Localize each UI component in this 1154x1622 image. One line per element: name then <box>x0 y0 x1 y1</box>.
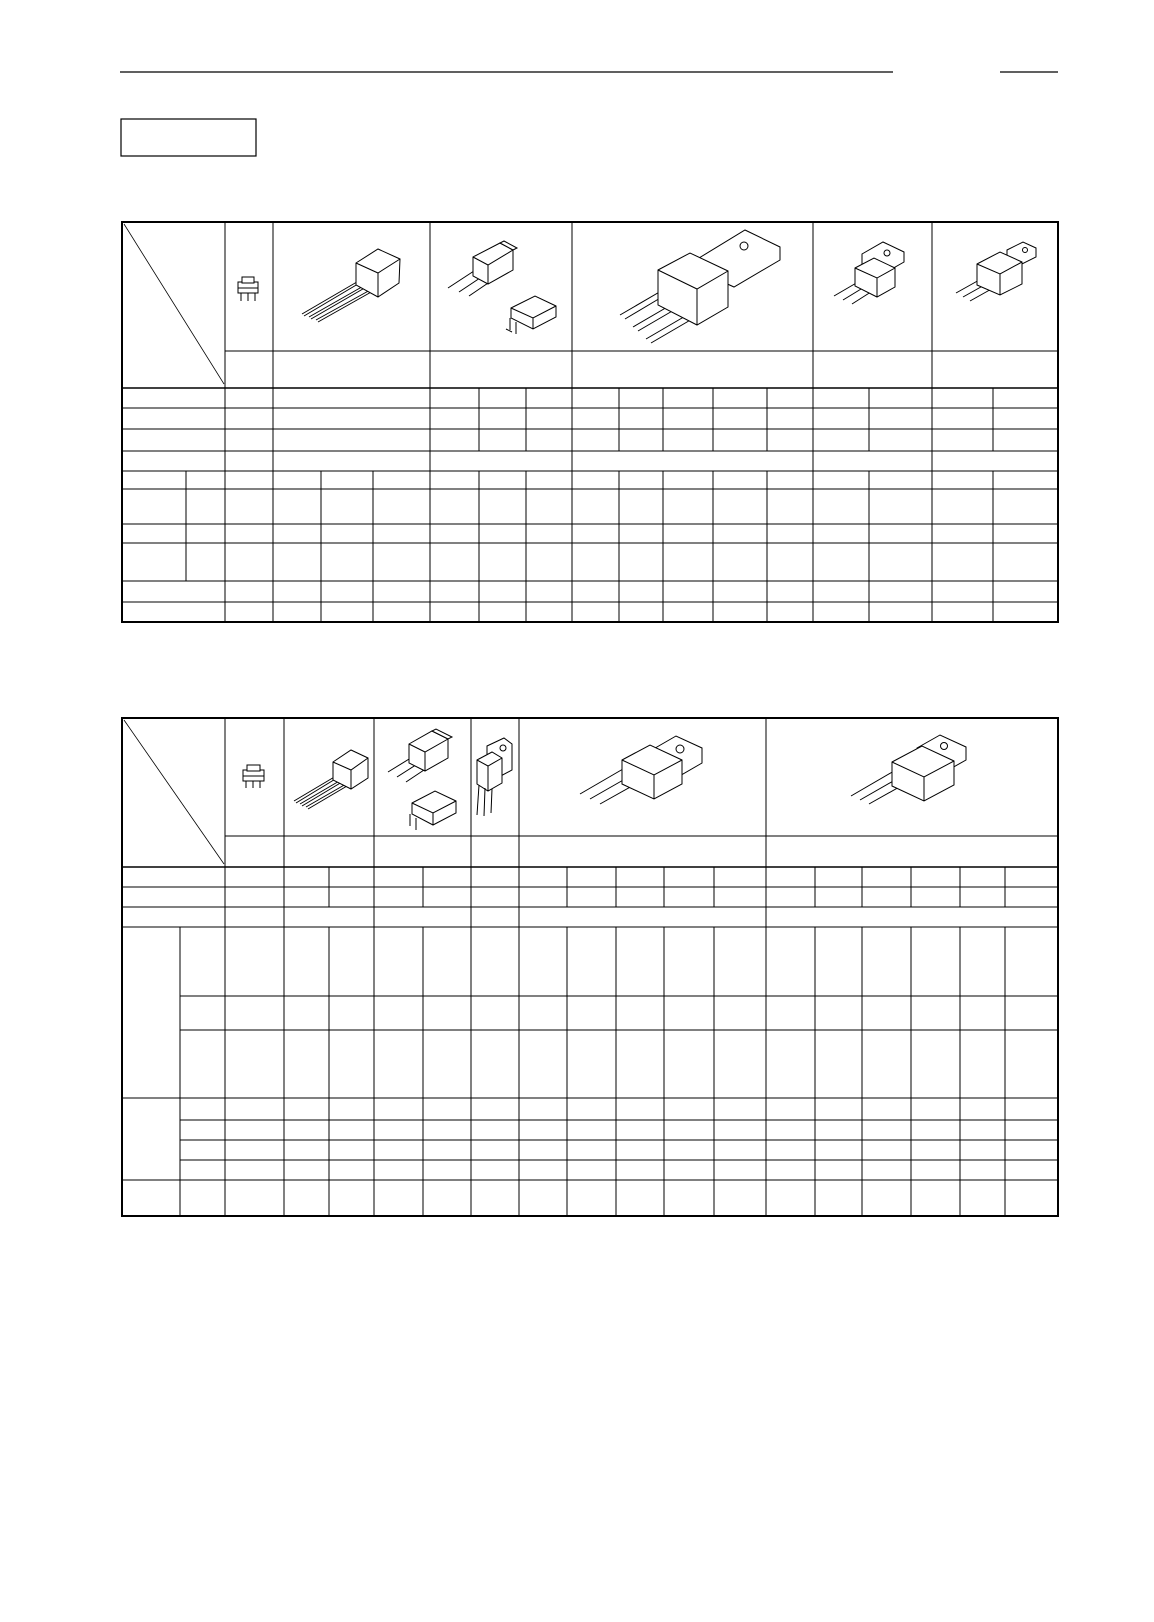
package-to126-icon-2 <box>388 729 452 782</box>
package-to220f-icon <box>956 242 1036 301</box>
package-to220fa-icon <box>477 738 512 816</box>
table-1 <box>122 222 1058 622</box>
header-diagonal <box>124 720 224 864</box>
package-to92-icon-2 <box>294 750 368 809</box>
header-diagonal <box>124 224 224 384</box>
package-sot89-icon-2 <box>243 765 264 788</box>
package-to92-icon <box>302 249 400 322</box>
package-sot89-icon <box>238 277 258 301</box>
package-to126-icon <box>448 241 517 296</box>
package-dpak-icon-2 <box>410 791 456 830</box>
package-dpak-icon <box>506 296 556 334</box>
package-to3p-icon <box>620 230 780 343</box>
package-to220-icon <box>834 242 904 304</box>
table-1-frame <box>122 222 1058 622</box>
package-to220-icon-2 <box>580 736 702 804</box>
package-to220f-icon-2 <box>851 735 966 804</box>
section-label-box <box>121 119 256 156</box>
